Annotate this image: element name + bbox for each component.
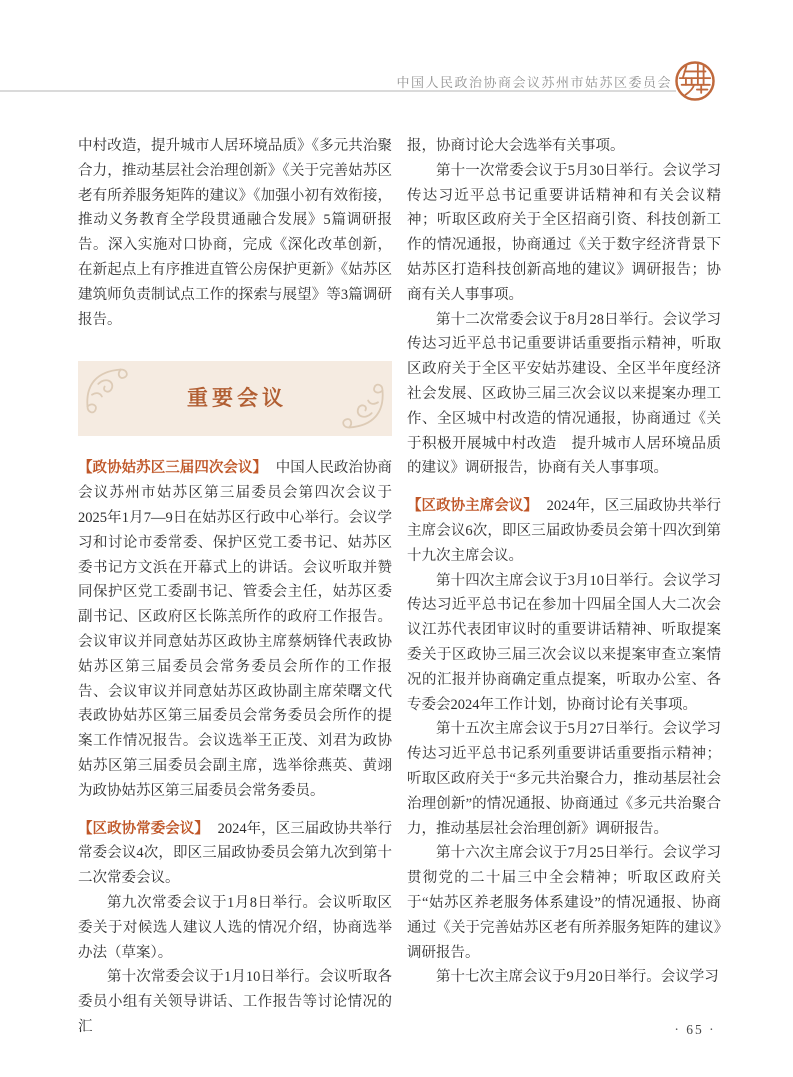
entry-text: 报，协商讨论大会选举有关事项。 xyxy=(407,138,625,154)
entry-text: 中村改造，提升城市人居环境品质》《多元共治聚合力，推动基层社会治理创新》《关于完善姑苏区老有所养服务矩阵的建议》《加强小初有效衔接，推动义务教育全学段贯通融合发展》5篇调研报告。深入实施对口协商，完成《深化改革创新，在新起点上有序推进直管公房保护更新》《姑苏区建筑师负责制试点工作的探索与展望》等3篇调研报告。 xyxy=(78,138,392,328)
paragraph xyxy=(78,891,392,965)
flourish-icon xyxy=(333,378,387,432)
entry-label: 【政协姑苏区三届四次会议】 xyxy=(78,460,268,477)
flourish-icon xyxy=(83,365,137,419)
paragraph xyxy=(78,134,392,332)
paragraph xyxy=(407,159,721,308)
entry-text: 2024年，区三届政协共举行常委会议4次，即区三届政协委员会第九次到第十二次常委会议。 xyxy=(78,820,393,887)
header-title: 中国人民政治协商会议苏州市姑苏区委员会 xyxy=(396,75,672,90)
entry-text: 第十七次主席会议于9月20日举行。会议学习 xyxy=(436,969,719,986)
header-rule xyxy=(0,90,676,92)
entry-text: 中国人民政治协商会议苏州市姑苏区第三届委员会第四次会议于2025年1月7—9日在姑苏区行政中心举行。会议学习和讨论市委常委、保护区党工委书记、姑苏区委书记方文浜在开幕式上的讲话。会议听取并赞同保护区党工委副书记、管委会主任，姑苏区委副书记、区政府区长陈羔所作的政府工作报告。会议审议并同意姑苏区政协主席蔡炳锋代表政协姑苏区第三届委员会常务委员会所作的工作报告、会议审议并同意姑苏区政协副主席荣曙文代表政协姑苏区第三届委员会常务委员会所作的提案工作情况报告。会议选举王正茂、刘君为政协姑苏区第三届委员会副主席，选举徐燕英、黄翊为政协姑苏区第三届委员会常务委员。 xyxy=(78,460,393,799)
page-number: · 65 · xyxy=(674,1022,716,1037)
entry-paragraph xyxy=(78,817,392,891)
paragraph xyxy=(407,717,721,841)
paragraph xyxy=(407,308,721,482)
entry-text: 第十六次主席会议于7月25日举行。会议学习贯彻党的二十届三中全会精神；听取区政府关于“姑苏区养老服务体系建设”的情况通报、协商通过《关于完善姑苏区老有所养服务矩阵的建议》调研报告。 xyxy=(407,845,721,961)
entry-text: 第十四次主席会议于3月10日举行。会议学习传达习近平总书记在参加十四届全国人大二次会议江苏代表团审议时的重要讲话精神、听取提案委关于区政协三届三次会议以来提案审查立案情况的汇报并协商确定重点提案，听取办公室、各专委会2024年工作计划，协商讨论有关事项。 xyxy=(407,572,721,713)
left-column xyxy=(78,134,392,1040)
entry-paragraph xyxy=(407,494,721,568)
right-column xyxy=(407,134,721,990)
paragraph xyxy=(407,569,721,718)
paragraph xyxy=(407,841,721,965)
paragraph xyxy=(407,134,721,159)
entry-label: 【区政协主席会议】 xyxy=(407,498,538,515)
section-title: 重要会议 xyxy=(187,386,287,411)
entry-text: 第十次常委会议于1月10日举行。会议听取各委员小组有关领导讲话、工作报告等讨论情况的汇 xyxy=(78,969,392,1035)
paragraph xyxy=(78,965,392,1039)
entry-paragraph xyxy=(78,456,392,803)
entry-text: 第九次常委会议于1月8日举行。会议听取区委关于对候选人建议人选的情况介绍，协商选举办法（草案）。 xyxy=(78,894,392,961)
section-title-box xyxy=(78,361,392,436)
entry-text: 第十二次常委会议于8月28日举行。会议学习传达习近平总书记重要讲话重要指示精神，听取区政府关于全区平安姑苏建设、全区半年度经济社会发展、区政协三届三次会议以来提案办理工作、全区城中村改造的情况通报，协商通过《关于积极开展城中村改造 提升城市人居环境品质的建议》调研报告，协商有关人事事项。 xyxy=(407,311,721,477)
paragraph xyxy=(407,965,721,990)
entry-text: 2024年，区三届政协共举行主席会议6次，即区三届政协委员会第十四次到第十九次主席会议。 xyxy=(407,498,722,564)
entry-label: 【区政协常委会议】 xyxy=(78,820,209,837)
gusu-seal-icon xyxy=(674,60,716,102)
entry-text: 第十一次常委会议于5月30日举行。会议学习传达习近平总书记重要讲话精神和有关会议精神；听取区政府关于全区招商引资、科技创新工作的情况通报，协商通过《关于数字经济背景下姑苏区打造科技创新高地的建议》调研报告；协商有关人事事项。 xyxy=(407,162,721,303)
entry-text: 第十五次主席会议于5月27日举行。会议学习传达习近平总书记系列重要讲话重要指示精神；听取区政府关于“多元共治聚合力，推动基层社会治理创新”的情况通报、协商通过《多元共治聚合力，推动基层社会治理创新》调研报告。 xyxy=(407,721,721,837)
